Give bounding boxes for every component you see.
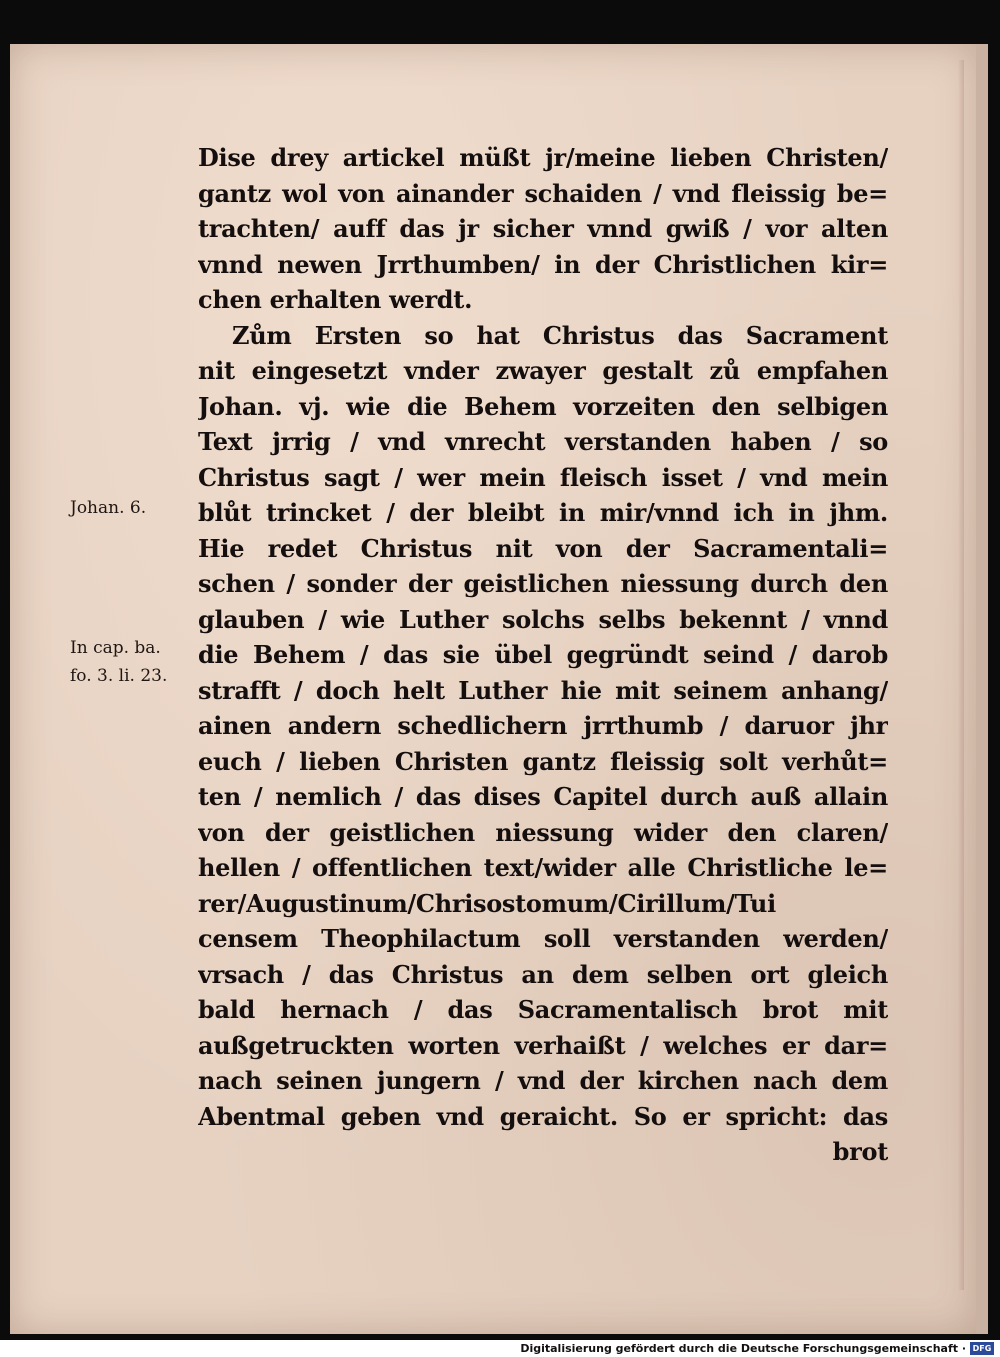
text-line: ten / nemlich / das dises Capitel durch auß allain	[198, 782, 888, 811]
digitization-footer	[0, 1340, 1000, 1357]
funding-credit: Digitalisierung gefördert durch die Deutsche Forschungsgemeinschaft ·	[520, 1342, 966, 1355]
text-line: strafft / doch helt Luther hie mit seinem anhang/	[198, 675, 888, 705]
text-line: Abentmal geben vnd geraicht. So er spricht: das	[198, 1101, 888, 1131]
text-line: Dise drey artickel müßt jr/meine lieben Christen/	[198, 143, 888, 172]
text-line: von der geistlichen niessung wider den claren/	[198, 817, 888, 847]
text-line: die Behem / das sie übel gegründt seind / darob	[198, 640, 888, 669]
text-line: gantz wol von ainander schaiden / vnd fleissig be=	[198, 178, 888, 208]
text-line: chen erhalten werdt.	[198, 285, 473, 314]
text-line: Christus sagt / wer mein fleisch isset / vnd mein	[198, 462, 888, 492]
page-body-text	[198, 140, 888, 1170]
text-line: hellen / offentlichen text/wider alle Christliche le=	[198, 853, 888, 882]
text-line: außgetruckten worten verhaißt / welches er dar=	[198, 1030, 888, 1060]
text-line: Johan. vj. wie die Behem vorzeiten den selbigen	[198, 391, 888, 421]
text-line: schen / sonder der geistlichen niessung durch den	[198, 569, 888, 598]
catchword: brot	[832, 1137, 888, 1166]
text-line: nach seinen jungern / vnd der kirchen nach dem	[198, 1066, 888, 1095]
dfg-logo: DFG	[970, 1342, 994, 1355]
text-line: Text jrrig / vnd vnrecht verstanden haben / so	[198, 427, 888, 456]
page-shadow	[958, 60, 964, 1290]
text-line: nit eingesetzt vnder zwayer gestalt zů empfahen	[198, 356, 888, 385]
margin-note-citation-line2: fo. 3. li. 23.	[70, 666, 168, 686]
margin-note-johan: Johan. 6.	[70, 498, 147, 518]
text-line: ainen andern schedlichern jrrthumb / daruor jhr	[198, 711, 888, 740]
text-line: blůt trincket / der bleibt in mir/vnnd ich in jhm.	[198, 498, 888, 527]
text-line: Zům Ersten so hat Christus das Sacrament	[232, 320, 888, 350]
margin-note-citation-line1: In cap. ba.	[70, 638, 161, 658]
text-line: Hie redet Christus nit von der Sacramentali=	[198, 533, 888, 563]
text-line: glauben / wie Luther solchs selbs bekennt / vnnd	[198, 604, 888, 634]
text-line: censem Theophilactum soll verstanden werden/	[198, 924, 888, 953]
margin-note-citation	[70, 634, 190, 690]
text-line: trachten/ auff das jr sicher vnnd gwiß / vor alten	[198, 214, 888, 243]
text-line: euch / lieben Christen gantz fleissig solt verhůt=	[198, 746, 888, 776]
text-line: bald hernach / das Sacramentalisch brot mit	[198, 995, 888, 1024]
text-line: vnnd newen Jrrthumben/ in der Christlichen kir=	[198, 249, 888, 279]
text-line: vrsach / das Christus an dem selben ort gleich	[198, 959, 888, 989]
text-line: rer/Augustinum/Chrisostomum/Cirillum/Tui	[198, 888, 776, 918]
page-edge	[976, 44, 988, 1334]
